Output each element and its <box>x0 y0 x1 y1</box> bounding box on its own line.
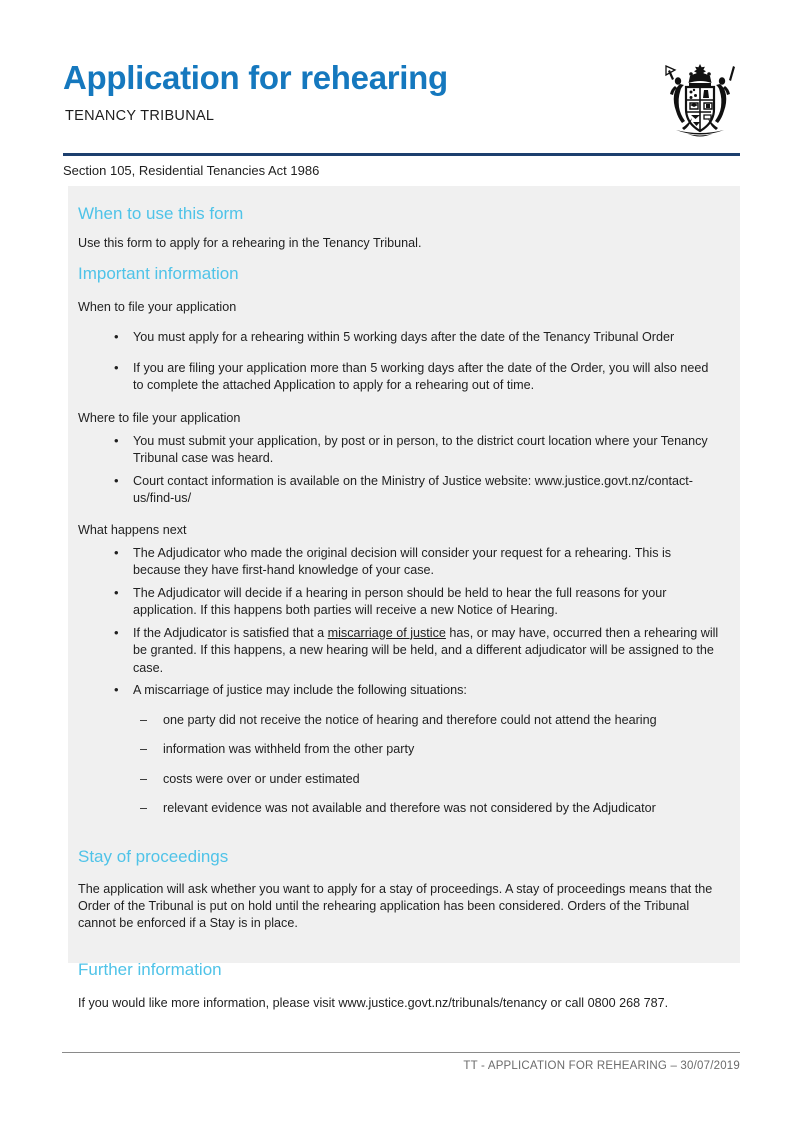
subheading-where-to-file: Where to file your application <box>78 410 241 425</box>
page-title: Application for rehearing <box>63 59 448 96</box>
list-item: – one party did not receive the notice of hearing and therefore could not attend the hearing <box>78 712 722 730</box>
bullet-list-what-happens-next <box>78 545 722 700</box>
act-reference: Section 105, Residential Tenancies Act 1986 <box>63 163 320 178</box>
list-item: – information was withheld from the other party <box>78 741 722 759</box>
subheading-when-to-file: When to file your application <box>78 300 237 314</box>
section-paragraph-stay-of-proceedings: The application will ask whether you want to apply for a stay of proceedings. A stay of proceedings means that the Order of the Tribunal is put on hold until the rehearing application has been considered. Orders of the Tribunal cannot be enforced if a Stay is in place. <box>78 881 713 930</box>
footer-text: TT - APPLICATION FOR REHEARING – 30/07/2019 <box>463 1060 740 1072</box>
subheading-what-happens-next: What happens next <box>78 522 187 537</box>
section-paragraph-further-information: If you would like more information, please visit www.justice.govt.nz/tribunals/tenancy or call 0800 268 787. <box>78 995 669 1010</box>
page-subtitle: TENANCY TRIBUNAL <box>65 108 215 124</box>
dash-list-miscarriage-situations <box>78 712 722 818</box>
list-item: • A miscarriage of justice may include the following situations: <box>78 682 722 700</box>
list-item: • The Adjudicator will decide if a hearing in person should be held to hear the full reasons for your application. If this happens both parties will receive a new Notice of Hearing. <box>78 585 722 620</box>
list-item: – relevant evidence was not available and therefore was not considered by the Adjudicator <box>78 800 722 818</box>
section-heading-further-information: Further information <box>78 959 222 979</box>
text-pre: If the Adjudicator is satisfied that a <box>133 625 328 640</box>
bullet-list-where-to-file <box>78 433 722 508</box>
header-divider <box>63 153 740 156</box>
footer-divider <box>62 1052 740 1053</box>
header-text-block <box>63 58 448 125</box>
list-item: • If you are filing your application more than 5 working days after the date of the Order, you will also need to complete the attached Application to apply for a rehearing out of time. <box>78 360 722 395</box>
section-heading-when-to-use: When to use this form <box>78 204 244 223</box>
document-header <box>63 58 740 125</box>
section-heading-stay-of-proceedings: Stay of proceedings <box>78 846 229 866</box>
list-item <box>78 625 722 678</box>
list-item: • You must submit your application, by post or in person, to the district court location where your Tenancy Tribunal case was heard. <box>78 433 722 468</box>
nz-coat-of-arms-icon <box>660 60 740 142</box>
bullet-list-when-to-file <box>78 329 722 395</box>
text-post: has, or may have, occurred then a rehearing will be granted. If this happens, a new hearing will be held, and a different adjudicator will be assigned to the case. <box>133 625 719 675</box>
miscarriage-of-justice-term: miscarriage of justice <box>327 625 446 640</box>
section-paragraph-when-to-use: Use this form to apply for a rehearing in the Tenancy Tribunal. <box>78 236 422 250</box>
list-item: • Court contact information is available on the Ministry of Justice website: www.justice.govt.nz/contact-us/find-us/ <box>78 473 722 508</box>
list-item: – costs were over or under estimated <box>78 771 722 789</box>
list-item: • You must apply for a rehearing within 5 working days after the date of the Tenancy Tribunal Order <box>78 329 722 347</box>
information-panel <box>68 186 740 1010</box>
section-heading-important-information: Important information <box>78 264 239 283</box>
list-item: • The Adjudicator who made the original decision will consider your request for a rehearing. This is because they have first-hand knowledge of your case. <box>78 545 722 580</box>
